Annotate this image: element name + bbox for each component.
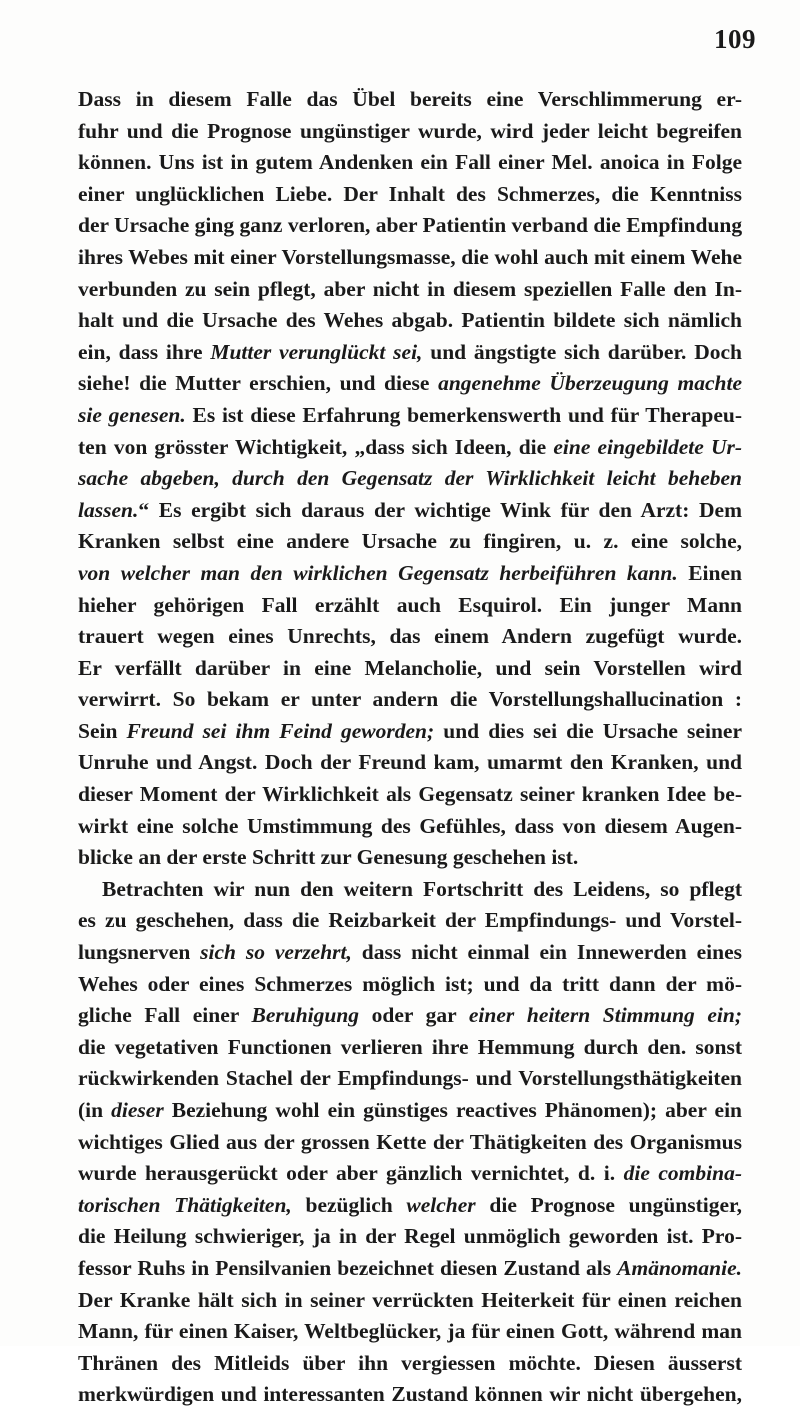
text-segment: fuhr und die Prognose ungünstiger wurde, wird jeder leicht begreifen xyxy=(78,118,742,143)
emphasis-text: sich so verzehrt, xyxy=(200,940,352,965)
emphasis-text: die combina- xyxy=(623,1161,742,1186)
text-line xyxy=(78,621,742,653)
text-line xyxy=(78,747,742,779)
text-segment: fessor Ruhs in Pensilvanien bezeichnet diesen Zustand als xyxy=(78,1255,618,1280)
text-segment: dass nicht einmal ein Innewerden eines xyxy=(351,940,742,965)
text-line xyxy=(78,1032,742,1064)
text-segment: ein, dass ihre xyxy=(78,339,211,364)
emphasis-text: einer heitern Stimmung ein; xyxy=(468,1003,742,1028)
text-segment: “ Es ergibt sich daraus der wichtige Wink für den Arzt: Dem xyxy=(138,497,742,522)
text-segment: die Heilung schwieriger, ja in der Regel unmöglich geworden ist. Pro- xyxy=(78,1224,742,1249)
body-text xyxy=(78,84,742,1411)
emphasis-text: Mutter verunglückt sei, xyxy=(210,339,423,364)
emphasis-text: torischen Thätigkeiten, xyxy=(78,1192,292,1217)
text-segment: die Prognose ungünstiger, xyxy=(475,1192,742,1217)
emphasis-text: von welcher man den wirklichen Gegensatz herbeiführen kann. xyxy=(78,560,678,585)
text-line xyxy=(78,1285,742,1317)
text-segment: hieher gehörigen Fall erzählt auch Esquirol. Ein junger Mann xyxy=(78,592,742,617)
text-line xyxy=(78,1316,742,1348)
text-line xyxy=(78,1063,742,1095)
text-line xyxy=(78,1000,742,1032)
text-line xyxy=(78,811,742,843)
emphasis-text: lassen. xyxy=(78,497,139,522)
text-line xyxy=(78,179,742,211)
text-line xyxy=(78,1127,742,1159)
text-line xyxy=(78,1221,742,1253)
text-segment: lungsnerven xyxy=(78,940,201,965)
text-line xyxy=(78,400,742,432)
text-segment: trauert wegen eines Unrechts, das einem Andern zugefügt wurde. xyxy=(78,624,742,649)
text-segment: bezüglich xyxy=(291,1192,407,1217)
text-line xyxy=(78,874,742,906)
text-line xyxy=(78,1190,742,1222)
text-segment: und ängstigte sich darüber. Doch xyxy=(422,339,742,364)
text-segment: blicke an der erste Schritt zur Genesung geschehen ist. xyxy=(78,845,579,870)
text-line xyxy=(78,969,742,1001)
text-line xyxy=(78,779,742,811)
emphasis-text: welcher xyxy=(406,1192,476,1217)
text-line xyxy=(78,526,742,558)
text-line xyxy=(78,337,742,369)
text-segment: Es ist diese Erfahrung bemerkenswerth und für Therapeu- xyxy=(185,402,742,427)
text-line xyxy=(78,1095,742,1127)
emphasis-text: sache abgeben, durch den Gegensatz der Wirklichkeit leicht beheben xyxy=(78,466,742,491)
text-line xyxy=(78,147,742,179)
text-segment: halt und die Ursache des Wehes abgab. Patientin bildete sich nämlich xyxy=(78,308,742,333)
text-line xyxy=(78,242,742,274)
text-line xyxy=(78,463,742,495)
text-segment: gliche Fall einer xyxy=(78,1003,252,1028)
text-segment: Sein xyxy=(78,718,127,743)
text-line xyxy=(78,905,742,937)
text-line xyxy=(78,305,742,337)
text-line xyxy=(78,116,742,148)
text-segment: dieser Moment der Wirklichkeit als Gegensatz seiner kranken Idee be- xyxy=(78,782,742,807)
text-segment: wurde herausgerückt oder aber gänzlich vernichtet, d. i. xyxy=(78,1161,624,1186)
text-line xyxy=(78,842,742,874)
emphasis-text: Amänomanie. xyxy=(617,1255,742,1280)
text-line xyxy=(78,1379,742,1411)
text-line xyxy=(78,210,742,242)
page-number: 109 xyxy=(714,24,756,54)
text-segment: merkwürdigen und interessanten Zustand können wir nicht übergehen, xyxy=(78,1382,742,1407)
text-segment: Beziehung wohl ein günstiges reactives Phänomen); aber ein xyxy=(163,1098,742,1122)
text-line xyxy=(78,274,742,306)
emphasis-text: Freund sei ihm Feind geworden; xyxy=(126,718,435,743)
text-line xyxy=(78,716,742,748)
text-segment: Kranken selbst eine andere Ursache zu fingiren, u. z. eine solche, xyxy=(78,529,742,554)
text-segment: (in xyxy=(78,1098,112,1122)
text-line xyxy=(78,1348,742,1380)
text-segment: ihres Webes mit einer Vorstellungsmasse, die wohl auch mit einem Wehe xyxy=(78,244,742,269)
text-segment: Wehes oder eines Schmerzes möglich ist; und da tritt dann der mö- xyxy=(78,971,742,996)
text-line xyxy=(78,84,742,116)
text-line xyxy=(78,1253,742,1285)
text-line xyxy=(78,1158,742,1190)
text-segment: rückwirkenden Stachel der Empfindungs- und Vorstellungsthätigkeiten xyxy=(78,1066,742,1091)
emphasis-text: eine eingebildete Ur- xyxy=(553,434,742,459)
text-line xyxy=(78,937,742,969)
text-segment: einer unglücklichen Liebe. Der Inhalt des Schmerzes, die Kenntniss xyxy=(78,181,742,206)
text-segment: wichtiges Glied aus der grossen Kette der Thätigkeiten des Organismus xyxy=(78,1129,742,1154)
text-segment: ten von grösster Wichtigkeit, „dass sich Ideen, die xyxy=(78,434,554,459)
text-line xyxy=(78,495,742,527)
text-segment: Einen xyxy=(677,560,742,585)
text-segment: und dies sei die Ursache seiner xyxy=(434,718,742,743)
text-segment: Der Kranke hält sich in seiner verrückten Heiterkeit für einen reichen xyxy=(78,1287,742,1312)
text-line xyxy=(78,558,742,590)
text-line xyxy=(78,684,742,716)
text-segment: oder gar xyxy=(359,1003,469,1028)
text-segment: Dass in diesem Falle das Übel bereits eine Verschlimmerung er- xyxy=(78,87,742,111)
text-segment: der Ursache ging ganz verloren, aber Patientin verband die Empfindung xyxy=(78,213,742,238)
emphasis-text: angenehme Überzeugung machte xyxy=(438,371,742,396)
text-segment: Unruhe und Angst. Doch der Freund kam, umarmt den Kranken, und xyxy=(78,750,742,775)
text-segment: wirkt eine solche Umstimmung des Gefühles, dass von diesem Augen- xyxy=(78,813,742,838)
emphasis-text: dieser xyxy=(111,1098,164,1122)
text-line xyxy=(78,590,742,622)
text-segment: Thränen des Mitleids über ihn vergiessen möchte. Diesen äusserst xyxy=(78,1350,742,1375)
text-segment: Betrachten wir nun den weitern Fortschritt des Leidens, so pflegt xyxy=(102,876,742,901)
text-segment: die vegetativen Functionen verlieren ihre Hemmung durch den. sonst xyxy=(78,1034,742,1059)
text-segment: verwirrt. So bekam er unter andern die Vorstellungshallucination : xyxy=(78,687,742,712)
emphasis-text: sie genesen. xyxy=(78,402,186,427)
text-segment: verbunden zu sein pflegt, aber nicht in diesem speziellen Falle den In- xyxy=(78,276,742,301)
emphasis-text: Beruhigung xyxy=(251,1003,360,1028)
text-segment: Mann, für einen Kaiser, Weltbeglücker, ja für einen Gott, während man xyxy=(78,1319,742,1344)
text-segment: können. Uns ist in gutem Andenken ein Fall einer Mel. anoica in Folge xyxy=(78,150,742,175)
text-segment: Er verfällt darüber in eine Melancholie, und sein Vorstellen wird xyxy=(78,655,742,680)
text-line xyxy=(78,653,742,685)
text-line xyxy=(78,432,742,464)
text-line xyxy=(78,368,742,400)
text-segment: es zu geschehen, dass die Reizbarkeit der Empfindungs- und Vorstel- xyxy=(78,908,742,933)
text-segment: siehe! die Mutter erschien, und diese xyxy=(78,371,439,396)
